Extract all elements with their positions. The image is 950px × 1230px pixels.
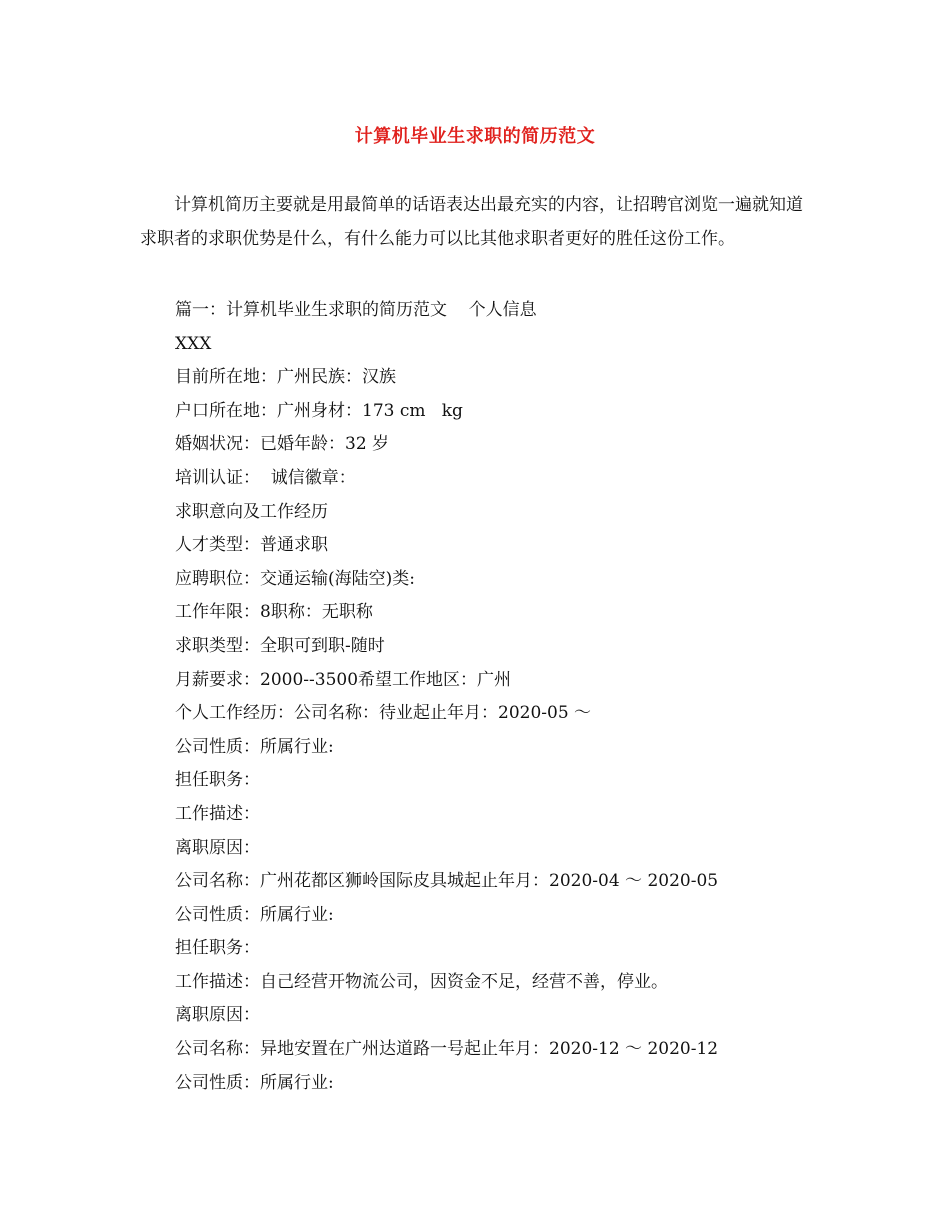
resume-line: 工作描述：自己经营开物流公司，因资金不足，经营不善，停业。 [175,971,668,992]
resume-line: 应聘职位：交通运输(海陆空)类: [175,568,415,589]
intro-paragraph: 计算机简历主要就是用最简单的话语表达出最充实的内容，让招聘官浏览一遍就知道求职者的求职优势是什么，有什么能力可以比其他求职者更好的胜任这份工作。 [140,195,803,249]
resume-line: 离职原因： [175,1005,260,1026]
resume-line: 公司性质：所属行业: [175,736,334,757]
resume-line: 培训认证： 诚信徽章： [175,467,356,488]
resume-line: 工作年限：8职称：无职称 [175,602,373,623]
resume-line: 求职类型：全职可到职-随时 [175,635,385,656]
resume-line: 月薪要求：2000--3500希望工作地区：广州 [175,669,512,690]
resume-lines [175,294,815,1100]
resume-line: 篇一：计算机毕业生求职的简历范文 个人信息 [175,300,537,320]
document-title: 计算机毕业生求职的简历范文 [354,126,596,147]
resume-line: 担任职务： [175,770,260,791]
resume-line: 担任职务： [175,938,260,959]
resume-line: 婚姻状况：已婚年龄：32 岁 [175,434,390,455]
resume-line: 户口所在地：广州身材：173 cm kg [175,400,463,421]
resume-line: 目前所在地：广州民族：汉族 [175,367,396,388]
resume-line: 公司名称：异地安置在广州达道路一号起止年月：2020-12 ～ 2020-12 [175,1039,719,1060]
resume-line: 个人工作经历：公司名称：待业起止年月：2020-05 ～ [175,703,592,724]
resume-line: 工作描述： [175,803,260,824]
resume-line: 公司性质：所属行业: [175,1072,334,1093]
resume-line: 离职原因： [175,837,260,858]
resume-line: 人才类型：普通求职 [175,535,328,556]
resume-line: XXX [175,333,212,354]
resume-line: 求职意向及工作经历 [175,501,328,522]
resume-line: 公司名称：广州花都区狮岭国际皮具城起止年月：2020-04 ～ 2020-05 [175,871,719,892]
resume-line: 公司性质：所属行业: [175,904,334,925]
